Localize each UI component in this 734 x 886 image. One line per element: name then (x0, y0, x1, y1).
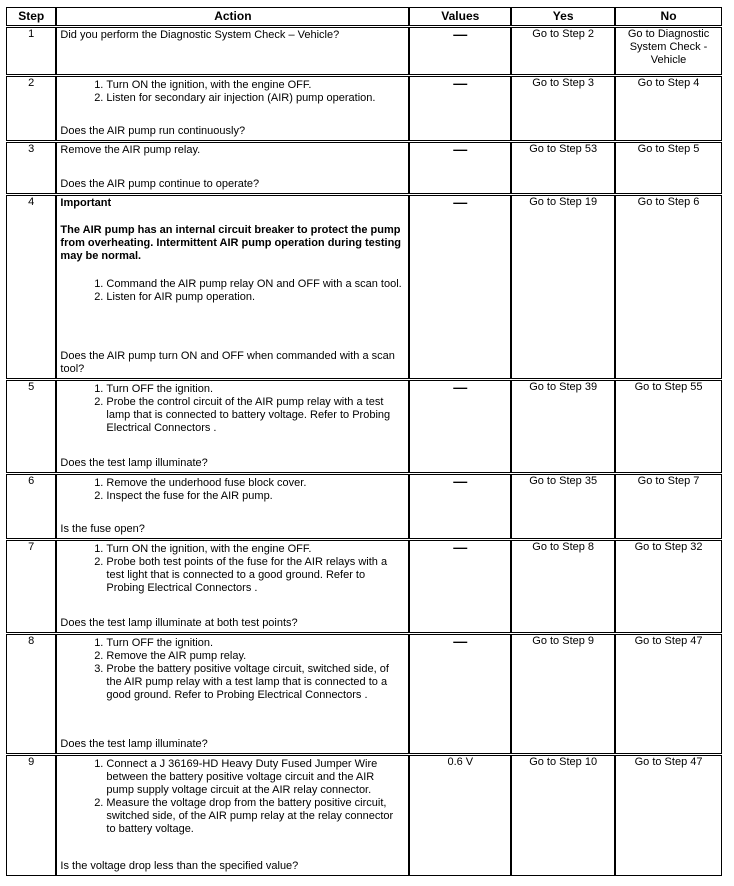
action-cell (56, 755, 409, 876)
step-number: 8 (6, 634, 56, 754)
action-question: Is the fuse open? (60, 523, 145, 535)
no-link[interactable]: Go to Diagnostic System Check - Vehicle (615, 27, 722, 75)
list-item: 1. Turn OFF the ignition. (106, 637, 404, 650)
no-link[interactable]: Go to Step 55 (615, 380, 722, 473)
yes-link[interactable]: Go to Step 9 (511, 634, 615, 754)
diagnostic-table (6, 7, 722, 876)
list-item: 1. Remove the underhood fuse block cover. (106, 477, 404, 490)
value-text: — (453, 473, 468, 489)
action-cell (56, 634, 409, 754)
value-text: — (453, 194, 468, 210)
header-no: No (615, 7, 722, 26)
action-cell (56, 76, 409, 141)
action-cell (56, 27, 409, 75)
action-question: Does the test lamp illuminate? (60, 738, 208, 750)
value-text: — (453, 75, 468, 91)
value-cell (409, 195, 511, 379)
no-link[interactable]: Go to Step 4 (615, 76, 722, 141)
list-item: 1. Turn OFF the ignition. (106, 383, 404, 396)
header-values: Values (409, 7, 511, 26)
action-question: Does the AIR pump run continuously? (60, 125, 246, 137)
no-link[interactable]: Go to Step 47 (615, 634, 722, 754)
yes-link[interactable]: Go to Step 2 (511, 27, 615, 75)
table-row (6, 76, 722, 141)
no-link[interactable]: Go to Step 7 (615, 474, 722, 539)
action-cell (56, 540, 409, 633)
step-number: 5 (6, 380, 56, 473)
action-list (60, 477, 404, 503)
action-question: Does the AIR pump turn ON and OFF when commanded with a scan tool? (60, 350, 395, 375)
list-item: 2. Listen for AIR pump operation. (106, 291, 404, 304)
table-row (6, 474, 722, 539)
table-row (6, 142, 722, 194)
action-list (60, 383, 404, 435)
header-action: Action (56, 7, 409, 26)
list-item: 3. Probe the battery positive voltage circuit, switched side, of the AIR pump relay with a test lamp that is connected to a good ground. Refer to Probing Electrical Connectors . (106, 663, 404, 702)
action-question: Does the test lamp illuminate? (60, 457, 208, 469)
list-item: 2. Remove the AIR pump relay. (106, 650, 404, 663)
yes-link[interactable]: Go to Step 39 (511, 380, 615, 473)
step-number: 9 (6, 755, 56, 876)
value-cell (409, 755, 511, 876)
yes-link[interactable]: Go to Step 19 (511, 195, 615, 379)
value-text: — (453, 539, 468, 555)
list-item: 2. Probe the control circuit of the AIR pump relay with a test lamp that is connected to battery voltage. Refer to Probing Electrical Connectors . (106, 396, 404, 435)
action-cell (56, 380, 409, 473)
list-item: 1. Connect a J 36169-HD Heavy Duty Fused Jumper Wire between the battery positive voltage circuit and the AIR pump supply voltage circuit at the AIR relay connector. (106, 758, 404, 797)
table-row (6, 755, 722, 876)
important-text: The AIR pump has an internal circuit breaker to protect the pump from overheating. Intermittent AIR pump operation during testing may be normal. (60, 224, 402, 262)
no-link[interactable]: Go to Step 6 (615, 195, 722, 379)
yes-link[interactable]: Go to Step 10 (511, 755, 615, 876)
value-text: — (453, 26, 468, 42)
value-cell (409, 142, 511, 194)
value-text: — (453, 379, 468, 395)
value-cell (409, 27, 511, 75)
header-yes: Yes (511, 7, 615, 26)
value-cell (409, 540, 511, 633)
action-question: Does the test lamp illuminate at both test points? (60, 617, 298, 629)
important-title: Important (60, 197, 112, 209)
action-intro: Remove the AIR pump relay. (60, 144, 201, 156)
table-row (6, 540, 722, 633)
value-text: — (453, 141, 468, 157)
no-link[interactable]: Go to Step 32 (615, 540, 722, 633)
action-list (60, 278, 404, 304)
no-link[interactable]: Go to Step 5 (615, 142, 722, 194)
action-cell (56, 195, 409, 379)
header-step: Step (6, 7, 56, 26)
step-number: 3 (6, 142, 56, 194)
action-cell (56, 142, 409, 194)
value-cell (409, 474, 511, 539)
no-link[interactable]: Go to Step 47 (615, 755, 722, 876)
list-item: 2. Inspect the fuse for the AIR pump. (106, 490, 404, 503)
action-list (60, 758, 404, 836)
action-question: Did you perform the Diagnostic System Check – Vehicle? (60, 29, 340, 41)
step-number: 2 (6, 76, 56, 141)
step-number: 1 (6, 27, 56, 75)
yes-link[interactable]: Go to Step 35 (511, 474, 615, 539)
step-number: 4 (6, 195, 56, 379)
list-item: 2. Probe both test points of the fuse for the AIR relays with a test light that is connected to a good ground. Refer to Probing Electrical Connectors . (106, 556, 404, 595)
list-item: 1. Turn ON the ignition, with the engine OFF. (106, 543, 404, 556)
action-cell (56, 474, 409, 539)
header-row (6, 7, 722, 26)
yes-link[interactable]: Go to Step 3 (511, 76, 615, 141)
list-item: 1. Command the AIR pump relay ON and OFF with a scan tool. (106, 278, 404, 291)
yes-link[interactable]: Go to Step 8 (511, 540, 615, 633)
action-list (60, 637, 404, 702)
step-number: 6 (6, 474, 56, 539)
action-list (60, 79, 404, 105)
list-item: 2. Measure the voltage drop from the battery positive circuit, switched side, of the AIR pump relay at the relay connector to battery voltage. (106, 797, 404, 836)
step-number: 7 (6, 540, 56, 633)
value-cell (409, 380, 511, 473)
table-row (6, 380, 722, 473)
value-text: 0.6 V (447, 756, 474, 768)
value-cell (409, 76, 511, 141)
action-question: Is the voltage drop less than the specified value? (60, 860, 299, 872)
table-row (6, 27, 722, 75)
table-row (6, 634, 722, 754)
list-item: 1. Turn ON the ignition, with the engine OFF. (106, 79, 404, 92)
action-question: Does the AIR pump continue to operate? (60, 178, 260, 190)
action-list (60, 543, 404, 595)
value-cell (409, 634, 511, 754)
table-row (6, 195, 722, 379)
list-item: 2. Listen for secondary air injection (AIR) pump operation. (106, 92, 404, 105)
value-text: — (453, 633, 468, 649)
yes-link[interactable]: Go to Step 53 (511, 142, 615, 194)
